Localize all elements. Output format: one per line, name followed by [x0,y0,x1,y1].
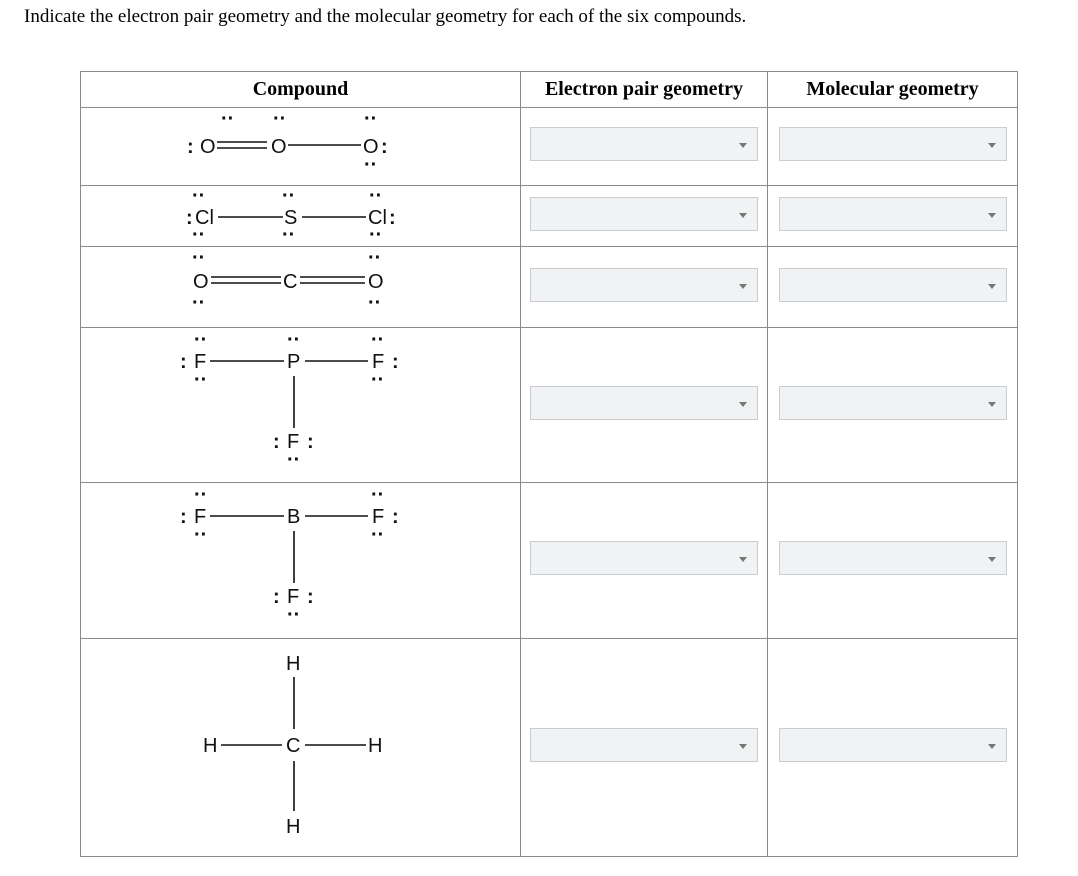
chevron-down-icon [739,143,747,148]
chevron-down-icon [988,744,996,749]
compound-cell-pf3 [81,328,521,483]
atom-f-left: F [194,506,207,528]
electron-pair-cell [521,639,768,857]
molecular-geometry-dropdown[interactable] [779,386,1007,420]
lone-pair-dots: ·· [192,247,206,269]
header-molecular-geometry: Molecular geometry [768,72,1018,108]
lewis-structure-pf3 [81,328,521,482]
lone-pair-dots: ·· [369,224,383,246]
geometry-table [80,71,1018,857]
atom-cl-left: Cl [195,207,214,229]
lone-pair-dots: : [307,586,314,608]
lone-pair-dots: ·· [371,329,385,351]
atom-b-center: B [287,506,301,528]
chevron-down-icon [988,213,996,218]
electron-pair-cell [521,186,768,247]
lone-pair-dots: ·· [221,108,235,130]
header-electron-pair-geometry: Electron pair geometry [521,72,768,108]
atom-o-left: O [200,136,216,158]
header-compound: Compound [81,72,521,108]
atom-h-left: H [203,735,218,757]
lone-pair-dots: ·· [369,186,383,207]
lone-pair-dots: : [392,506,399,528]
molecular-geometry-dropdown[interactable] [779,127,1007,161]
atom-cl-right: Cl [368,207,387,229]
lone-pair-dots: : [273,431,280,453]
atom-s-center: S [284,207,298,229]
chevron-down-icon [739,284,747,289]
atom-o-right: O [368,271,384,293]
lone-pair-dots: ·· [364,108,378,130]
molecular-cell [768,328,1018,483]
electron-pair-geometry-dropdown[interactable] [530,197,758,231]
electron-pair-cell [521,108,768,186]
molecular-cell [768,186,1018,247]
compound-cell-scl2 [81,186,521,247]
atom-o-right: O [363,136,379,158]
electron-pair-geometry-dropdown[interactable] [530,127,758,161]
atom-c-center: C [286,735,301,757]
lewis-structure-bf3 [81,483,521,638]
chevron-down-icon [739,213,747,218]
lewis-structure-scl2 [81,186,521,246]
atom-f-right: F [372,351,385,373]
atom-f-left: F [194,351,207,373]
atom-h-top: H [286,653,301,675]
electron-pair-cell [521,328,768,483]
table-row [81,483,1018,639]
molecular-geometry-dropdown[interactable] [779,728,1007,762]
table-row [81,108,1018,186]
lone-pair-dots: : [273,586,280,608]
lone-pair-dots: ·· [282,186,296,207]
atom-f-bottom: F [287,586,300,608]
lone-pair-dots: ·· [273,108,287,130]
lone-pair-dots: : [180,506,187,528]
electron-pair-cell [521,247,768,328]
electron-pair-geometry-dropdown[interactable] [530,541,758,575]
chevron-down-icon [739,402,747,407]
table-row [81,328,1018,483]
electron-pair-cell [521,483,768,639]
compound-cell-ch4 [81,639,521,857]
atom-f-right: F [372,506,385,528]
chevron-down-icon [988,557,996,562]
chevron-down-icon [739,557,747,562]
lone-pair-dots: ·· [371,369,385,391]
lewis-structure-ch4 [81,639,521,856]
molecular-geometry-dropdown[interactable] [779,268,1007,302]
table-row [81,247,1018,328]
table-row [81,186,1018,247]
table-row [81,639,1018,857]
lone-pair-dots: ·· [364,154,378,176]
lewis-structure-o3 [81,108,521,185]
lone-pair-dots: ·· [371,484,385,506]
lone-pair-dots: ·· [287,449,301,471]
molecular-cell [768,247,1018,328]
lone-pair-dots: : [307,431,314,453]
lone-pair-dots: : [187,136,194,158]
lone-pair-dots: : [180,351,187,373]
instructions: Indicate the electron pair geometry and the molecular geometry for each of the six compounds. [24,6,747,27]
lone-pair-dots: ·· [192,292,206,314]
atom-p-center: P [287,351,301,373]
lone-pair-dots: : [392,351,399,373]
lone-pair-dots: ·· [368,292,382,314]
compound-cell-o3 [81,108,521,186]
lone-pair-dots: ·· [192,224,206,246]
electron-pair-geometry-dropdown[interactable] [530,268,758,302]
compound-cell-bf3 [81,483,521,639]
molecular-cell [768,639,1018,857]
lone-pair-dots: ·· [282,224,296,246]
lewis-structure-co2 [81,247,521,327]
molecular-cell [768,483,1018,639]
chevron-down-icon [988,284,996,289]
lone-pair-dots: ·· [287,329,301,351]
table-header-row [81,72,1018,108]
atom-o-left: O [193,271,209,293]
lone-pair-dots: ·· [192,186,206,207]
molecular-cell [768,108,1018,186]
molecular-geometry-dropdown[interactable] [779,197,1007,231]
chevron-down-icon [988,402,996,407]
lone-pair-dots: ·· [194,524,208,546]
atom-c-center: C [283,271,298,293]
electron-pair-geometry-dropdown[interactable] [530,386,758,420]
molecular-geometry-dropdown[interactable] [779,541,1007,575]
lone-pair-dots: ·· [287,604,301,626]
atom-h-bottom: H [286,816,301,838]
chevron-down-icon [739,744,747,749]
chevron-down-icon [988,143,996,148]
lone-pair-dots: ·· [368,247,382,269]
electron-pair-geometry-dropdown[interactable] [530,728,758,762]
atom-h-right: H [368,735,383,757]
atom-o-center: O [271,136,287,158]
lone-pair-dots: : [186,207,193,229]
lone-pair-dots: ·· [371,524,385,546]
lone-pair-dots: : [389,207,396,229]
lone-pair-dots: ·· [194,484,208,506]
lone-pair-dots: : [381,136,388,158]
lone-pair-dots: ·· [194,329,208,351]
compound-cell-co2 [81,247,521,328]
atom-f-bottom: F [287,431,300,453]
lone-pair-dots: ·· [194,369,208,391]
